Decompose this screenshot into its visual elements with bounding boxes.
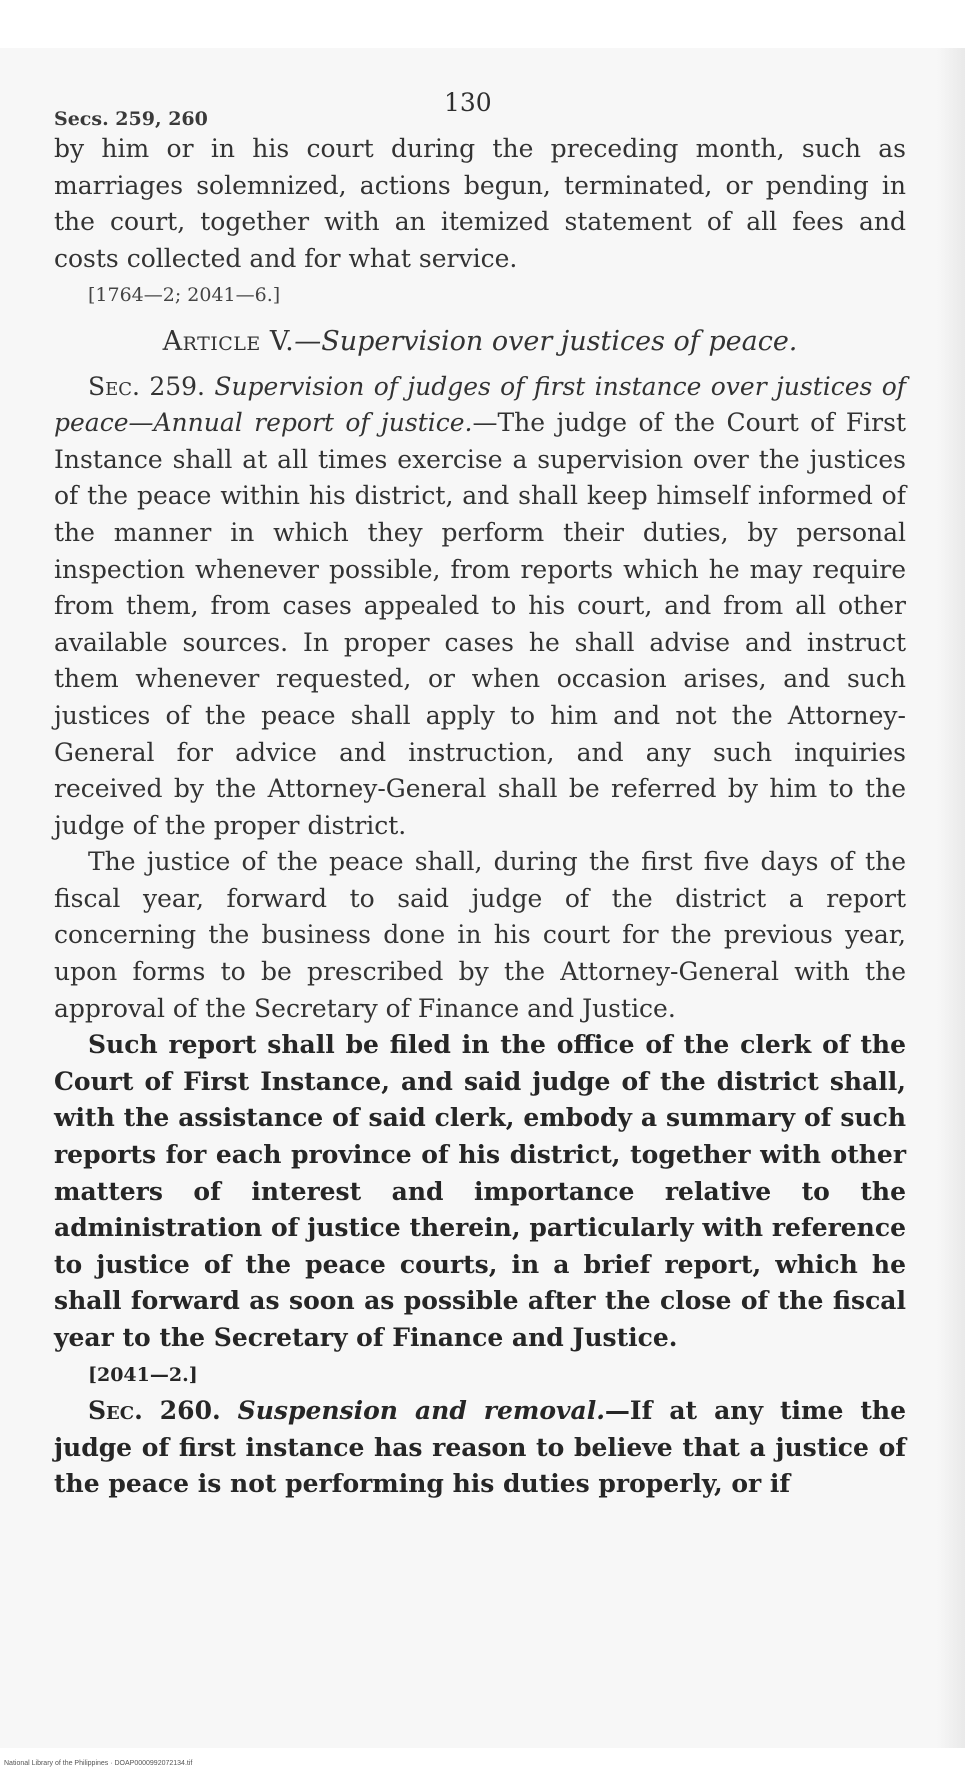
page-edge-shadow <box>937 48 965 1748</box>
running-header <box>54 85 906 131</box>
section-reference: Secs. 259, 260 <box>54 108 208 130</box>
citation-1: [1764—2; 2041—6.] <box>88 284 281 307</box>
section-260 <box>54 1393 906 1503</box>
sec259-text: —The judge of the Court of First Instance shall at all times exercise a supervision over the justices of the peace within his district, and shall keep himself informed of the manner in which they perform their duties, by personal inspection whenever possible, from reports which he may require from them, from cases appealed to his court, and from all other available sources. In proper cases he shall advise and instruct them whenever requested, or when occasion arises, and such justices of the peace shall apply to him and not the Attorney-General for advice and instruction, and any such inquiries received by the Attorney-General shall be referred by him to the judge of the proper district. <box>54 408 907 840</box>
article-title: —Supervision over justices of peace. <box>294 325 798 357</box>
sec260-title: Suspension and removal. <box>237 1396 605 1426</box>
sec260-text: —If at any time the judge of first instance has reason to believe that a justice of the peace is not performing his duties properly, or if <box>54 1396 906 1499</box>
paragraph-2: The justice of the peace shall, during the first five days of the fiscal year, forward to said judge of the district a report concerning the business done in his court for the previous year, upon forms to be prescribed by the Attorney-General with the approval of the Secretary of Finance and Justice. <box>54 847 906 1023</box>
sec260-label: Sec. 260. <box>88 1396 221 1426</box>
citation-2: [2041—2.] <box>88 1363 198 1386</box>
page-number: 130 <box>444 88 492 117</box>
continued-paragraph: by him or in his court during the preceding month, such as marriages solemnized, actions begun, terminated, or pending in the court, together with an itemized statement of all fees and costs collected and for what service. <box>54 134 906 273</box>
page-text-block <box>54 85 906 1503</box>
section-259 <box>54 369 906 845</box>
sec259-label: Sec. 259. <box>88 371 205 401</box>
article-label: Article V. <box>162 325 295 357</box>
sec259-title: Supervision of judges of first instance over justices of peace—Annual report of justice. <box>54 371 906 438</box>
paragraph-3: Such report shall be filed in the office of the clerk of the Court of First Instance, and said judge of the district shall, with the assistance of said clerk, embody a summary of such reports for each province of his district, together with other matters of interest and importance relative to the administration of justice therein, particularly with reference to justice of the peace courts, in a brief report, which he shall forward as soon as possible after the close of the fiscal year to the Secretary of Finance and Justice. <box>54 1030 906 1352</box>
article-heading <box>54 324 906 361</box>
source-footer: National Library of the Philippines · DOAP0000992072134.tif <box>4 1760 193 1767</box>
